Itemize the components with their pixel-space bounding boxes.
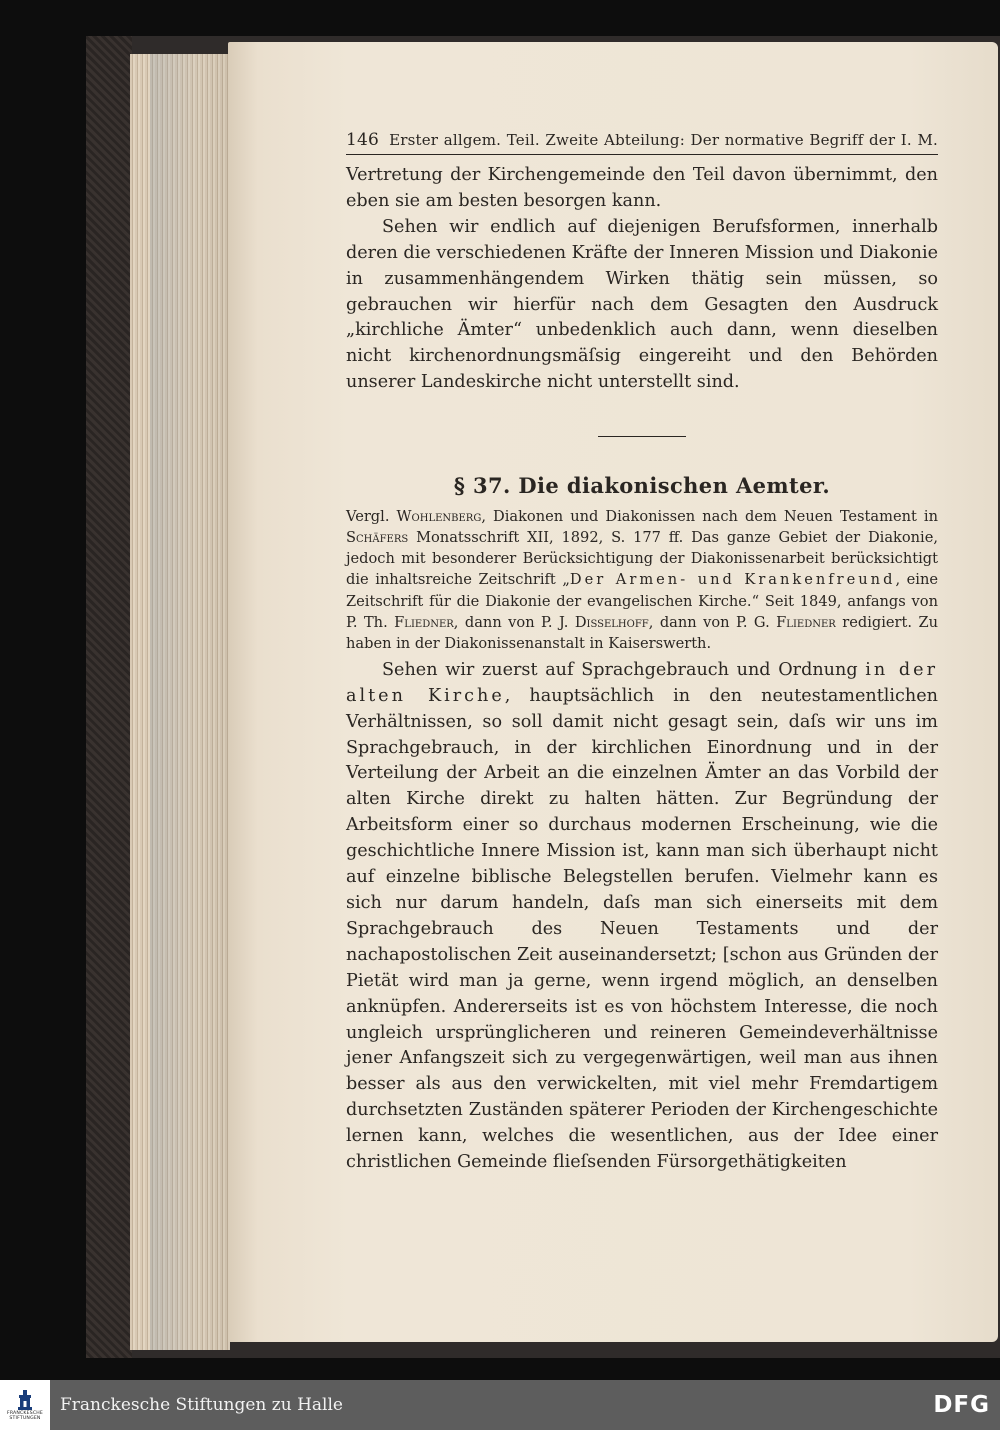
ref-text: , eine Zeitschrift für die Diakonie der evangelischen Kirche.“ Seit 1849, anfangs von P. Th. (346, 571, 938, 631)
section-divider (598, 436, 686, 437)
paragraph-1: Vertretung der Kirchengemeinde den Teil davon übernimmt, den eben sie am besten besorgen kann. (346, 165, 938, 211)
ref-journal-title: Der Armen- und Krankenfreund (569, 571, 896, 589)
paragraph-3-text: , hauptsächlich in den neutestamentlichen Verhältnissen, so soll damit nicht gesagt sein, daſs wir uns im Sprachgebrauch, in der kirchlichen Einordnung und in der Verteilung der Arbeit an die einzelnen Ämter an das Vorbild der alten Kirche direkt zu halten hätten. Zur Begründung der Arbeitsform einer so durchaus modernen Erscheinung, wie die geschichtliche Innere Mission ist, kann man sich überhaupt nicht auf einzelne biblische Belegstellen berufen. Vielmehr kann es sich nur darum handeln, daſs man sich einerseits mit dem Sprachgebrauch des Neuen Testaments und der nachapostolischen Zeit auseinandersetzt; [schon aus Gründen der Pietät wird man ja gerne, wenn irgend möglich, an denselben anknüpfen. Andererseits ist es von höchstem Interesse, die noch ungleich ursprünglicheren und reineren Gemeindeverhältnisse jener Anfangszeit sich zu vergegenwärtigen, weil man aus ihnen besser als aus den verwickelten, mit viel mehr Fremdartigem durchsetzten Zuständen späterer Perioden der Kirchengeschichte lernen kann, welches die wesentlichen, aus der Idee einer christlichen Gemeinde flieſsenden Fürsorgethätigkeiten (346, 685, 938, 1173)
paragraph-3-text: Sehen wir zuerst auf Sprachgebrauch und Ordnung (382, 659, 866, 680)
dfg-logo[interactable]: DFG (933, 1392, 990, 1418)
paragraph-2: Sehen wir endlich auf diejenigen Berufsformen, innerhalb deren die verschiedenen Kräfte der Inneren Mission und Diakonie in zusammenhängendem Wirken thätig sein müssen, so gebrauchen wir hierfür nach dem Gesagten den Ausdruck „kirchliche Ämter“ unbedenklich auch dann, wenn dieselben nicht kirchenordnungsmäſsig eingereiht und den Behörden unserer Landeskirche nicht unterstellt sind. (346, 216, 938, 393)
text-block (346, 130, 938, 1176)
book-spine-edge (86, 36, 132, 1358)
paragraph-3 (346, 658, 938, 1176)
ref-author: Schäfers (346, 529, 409, 547)
running-header (346, 130, 938, 155)
section-heading: § 37. Die diakonischen Aemter. (453, 473, 831, 499)
ref-author: Fliedner (394, 613, 454, 631)
logo-caption-1: FRANCKESCHE (6, 1411, 44, 1416)
page-stack-shade (150, 54, 230, 1350)
ref-text: Monatsschrift XII, 1892, S. 177 ff. Das ganze Gebiet der Diakonie, jedoch mit besonderer Berücksichtigung der Diakonissenarbeit berücksichtigt die inhaltsreiche Zeitschrift „ (346, 529, 938, 589)
running-head: Erster allgem. Teil. Zweite Abteilung: Der normative Begriff der I. M. (389, 131, 938, 149)
ref-author: Fliedner (776, 613, 836, 631)
footer-bar (0, 1380, 1000, 1430)
paragraph-3-emphasis: in der alten Kirche (346, 659, 939, 706)
logo-caption-2: STIFTUNGEN (9, 1416, 41, 1421)
ref-author: Wohlenberg (396, 508, 482, 526)
ref-text: , dann von P. J. (453, 613, 575, 631)
references-paragraph (346, 506, 938, 654)
ref-text: , Diakonen und Diakonissen nach dem Neuen Testament in (481, 508, 938, 526)
franckesche-stiftungen-logo-icon (16, 1389, 34, 1411)
page-number: 146 (346, 130, 380, 150)
ref-author: Disselhoff (574, 613, 649, 631)
ref-text: Vergl. (346, 508, 397, 526)
ref-text: , dann von P. G. (648, 613, 777, 631)
footer-title-link[interactable]: Franckesche Stiftungen zu Halle (60, 1395, 343, 1415)
ref-text: redigiert. Zu haben in der Diakonissenanstalt in Kaiserswerth. (346, 613, 938, 652)
franckesche-stiftungen-logo[interactable] (0, 1380, 50, 1430)
